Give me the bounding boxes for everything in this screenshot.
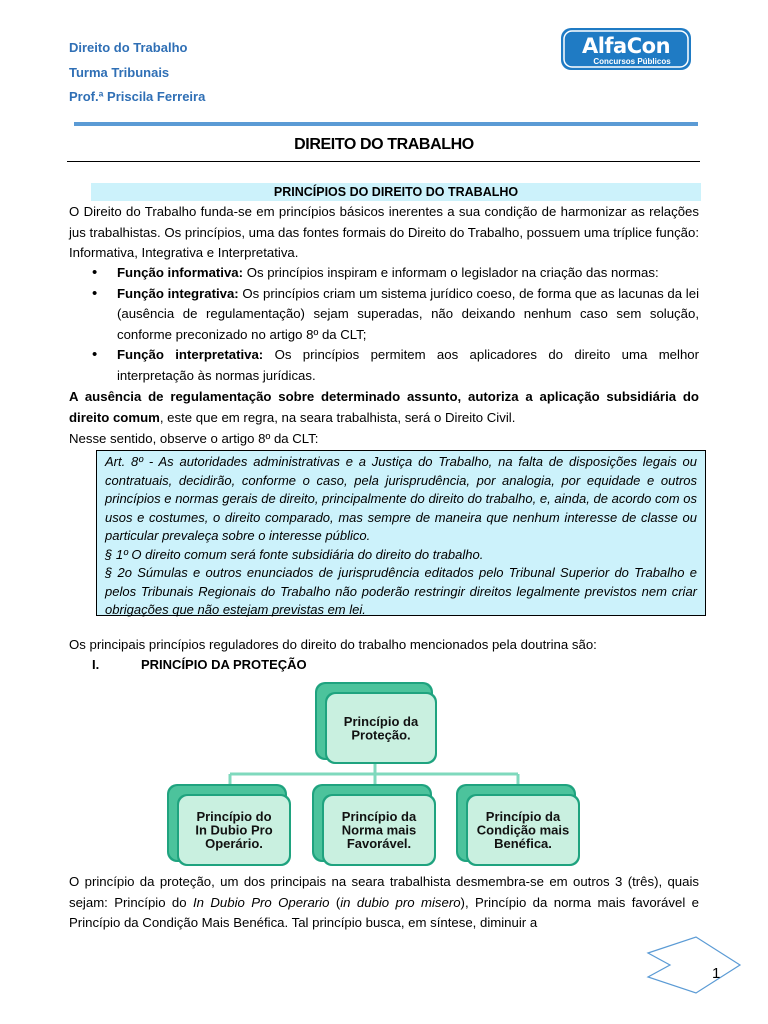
protection-hierarchy-diagram [160, 680, 610, 870]
article-paragraph-1: § 1º O direito comum será fonte subsidiária do direito do trabalho. [105, 546, 484, 562]
svg-text:Proteção.: Proteção. [351, 727, 411, 743]
intro-paragraph: O Direito do Trabalho funda-se em princípios básicos inerentes a sua condição de harmonizar as relações jus trabalhistas. Os princípios, uma das fontes formais do Direito do Trabalho, possuem uma tríplice função: Informativa, Integrativa e Interpretativa. [69, 204, 699, 260]
svg-text:Condição mais: Condição mais [476, 822, 570, 838]
function-item-informative: • Função informativa: Os princípios inspiram e informam o legislador na criação das normas: [92, 263, 699, 284]
function-item-interpretative: • Função interpretativa: Os princípios permitem aos aplicadores do direito uma melhor interpretação às normas jurídicas. [92, 345, 699, 386]
svg-text:Benéfica.: Benéfica. [494, 836, 552, 851]
header-divider [74, 122, 698, 126]
svg-text:AlfaCon: AlfaCon [581, 34, 671, 58]
svg-text:Princípio da: Princípio da [341, 809, 417, 824]
diagram-child-node-2 [312, 784, 436, 866]
article-paragraph-2: § 2o Súmulas e outros enunciados de jurisprudência editados pelo Tribunal Superior do Trabalho e pelos Tribunais Regionais do Trabalho não poderão restringir direitos legalmente previstos nem criar obrigações que não estejam previstas em lei. [105, 565, 697, 617]
section-title: PRINCÍPIOS DO DIREITO DO TRABALHO [91, 183, 701, 201]
article-caput: Art. 8º - As autoridades administrativas e a Justiça do Trabalho, na falta de disposições legais ou contratuais, decidirão, conforme o caso, pela jurisprudência, por analogia, por equidade e outros princípios e normas gerais de direito, principalmente do direito do trabalho, e, ainda, de acordo com os usos e costumes, o direito comparado, mas sempre de maneira que nenhum interesse de classe ou particular prevaleça sobre o interesse público. [105, 454, 697, 543]
svg-text:Operário.: Operário. [205, 836, 263, 851]
subsection-title: PRINCÍPIO DA PROTEÇÃO [141, 657, 307, 672]
title-underline [67, 161, 700, 162]
header-block [69, 36, 205, 110]
svg-text:Favorável.: Favorável. [346, 836, 412, 851]
diagram-child-node-3 [456, 784, 580, 866]
header-class: Turma Tribunais [69, 64, 170, 80]
svg-text:Norma mais: Norma mais [341, 822, 417, 838]
subsection-number: I. [92, 657, 100, 672]
see-article-line: Nesse sentido, observe o artigo 8º da CLT: [69, 431, 319, 446]
svg-text:Concursos Públicos: Concursos Públicos [593, 57, 671, 66]
page-number-badge [646, 935, 742, 995]
page-number: 1 [712, 965, 721, 982]
svg-text:Princípio da: Princípio da [343, 713, 419, 729]
svg-text:Princípio do: Princípio do [196, 809, 272, 824]
svg-text:Princípio da: Princípio da [485, 809, 561, 824]
protection-paragraph: O princípio da proteção, um dos principais na seara trabalhista desmembra-se em outros 3 (três), quais sejam: Princípio do In Dubio Pro Operario (in dubio pro misero), Princípio da norma mais favorável e Princípio da Condição Mais Benéfica. Tal princípio busca, em síntese, diminuir a [69, 874, 699, 930]
svg-text:In Dubio Pro: In Dubio Pro [195, 822, 273, 838]
header-teacher: Prof.ª Priscila Ferreira [69, 89, 206, 104]
header-course: Direito do Trabalho [69, 40, 188, 55]
principles-intro: Os principais princípios reguladores do direito do trabalho mencionados pela doutrina são: [69, 637, 597, 652]
absence-paragraph: A ausência de regulamentação sobre determinado assunto, autoriza a aplicação subsidiária do direito comum, este que em regra, na seara trabalhista, será o Direito Civil. [69, 389, 699, 425]
function-item-integrative: • Função integrativa: Os princípios criam um sistema jurídico coeso, de forma que as lacunas da lei (ausência de regulamentação) sejam superadas, não deixando nenhum caso sem solução, conforme preconizado no artigo 8º da CLT; [92, 284, 699, 346]
diagram-child-node-1 [167, 784, 291, 866]
function-list [92, 263, 699, 386]
page-title: DIREITO DO TRABALHO [294, 136, 474, 153]
alfacon-logo [560, 27, 692, 71]
diagram-root-node [315, 682, 437, 764]
article-quote-box [96, 450, 706, 616]
